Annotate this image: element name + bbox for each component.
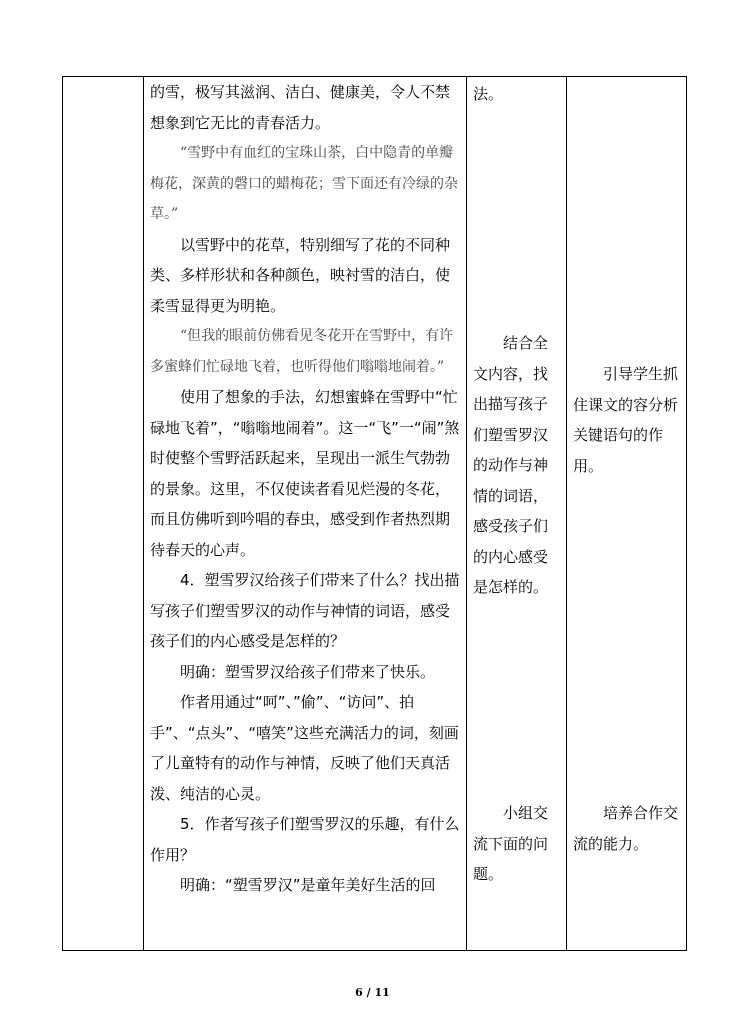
paragraph: 使用了想象的手法，幻想蜜蜂在雪野中“忙碌地飞着”，“嗡嗡地闹着”。这一“飞”一“闹”煞时使整个雪野活跃起来，呈现出一派生气勃勃的景象。这里，不仅使读者看见烂漫的冬花，而且仿佛听到吟唱的春虫，感受到作者热烈期待春天的心声。 [150,388,460,559]
quote-paragraph: “但我的眼前仿佛看见冬花开在雪野中，有许多蜜蜂们忙碌地飞着，也听得他们嗡嗡地闹着。” [150,328,454,375]
table-row [63,77,687,951]
paragraph: 作者用通过“呵”、”偷”、“访问”、拍手”、“点头”、“嘻笑”这些充满活力的词，刻画了儿童特有的动作与神情，反映了他们天真活泼、纯洁的心灵。 [150,693,459,803]
activity-text: 结合全文内容，找出描写孩子们塑雪罗汉的动作与神情的词语，感受孩子们的内心感受是怎样的。 [473,334,549,596]
student-activity-column [467,77,567,951]
paragraph: 以雪野中的花草，特别细写了花的不同种类、多样形状和各种颜色，映衬雪的洁白，使柔雪显得更为明艳。 [150,235,451,315]
quote-paragraph: “雪野中有血红的宝珠山茶，白中隐青的单瓣梅花，深黄的磬口的蜡梅花；雪下面还有冷绿的杂草。” [150,145,458,222]
activity-text: 小组交流下面的问题。 [473,804,549,883]
answer-paragraph: 明确：塑雪罗汉给孩子们带来了快乐。 [180,662,436,681]
page-number: 6 / 11 [355,986,390,999]
paragraph: 的雪，极写其滋润、洁白、健康美，令人不禁想象到它无比的青春活力。 [150,83,451,132]
content-column [144,77,467,951]
activity-text: 法。 [473,85,504,103]
intent-text: 培养合作交流的能力。 [573,804,679,853]
section-column [63,77,144,951]
question-paragraph: 5．作者写孩子们塑雪罗汉的乐趣，有什么作用？ [150,815,460,864]
answer-paragraph: 明确：“塑雪罗汉”是童年美好生活的回 [180,876,436,894]
intent-text: 引导学生抓住课文的容分析关键语句的作用。 [573,365,679,475]
lesson-plan-table [62,76,687,951]
question-paragraph: 4．塑雪罗汉给孩子们带来了什么？找出描写孩子们塑雪罗汉的动作与神情的词语，感受孩子们的内心感受是怎样的？ [150,571,460,650]
design-intent-column [567,77,687,951]
